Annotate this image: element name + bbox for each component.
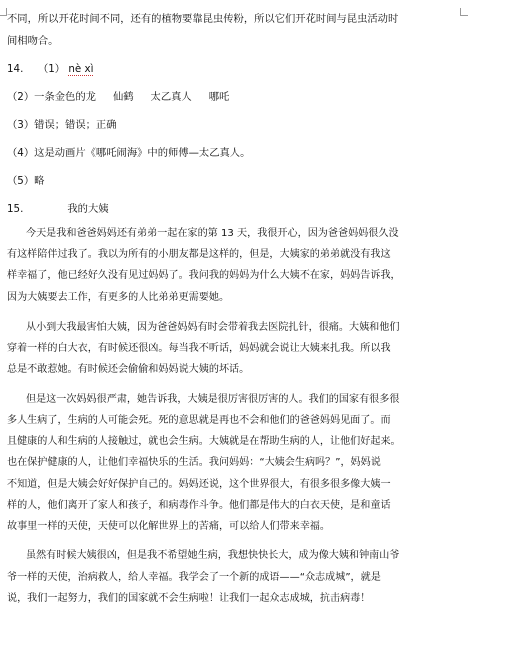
text-line: 爷一样的天使，治病救人，给人幸福。我学会了一个新的成语——“众志成城”，就是 [7, 572, 381, 583]
text-line: 虽然有时候大姨很凶，但是我不希望她生病，我想快快长大，成为像大姨和钟南山爷 [26, 550, 400, 561]
text-line: 但是这一次妈妈很严肃，她告诉我，大姨是很厉害很厉害的人。我们的国家有很多很 [26, 394, 400, 405]
text-line: 有这样陪伴过我了。我以为所有的小朋友都是这样的，但是，大姨家的弟弟就没有我这 [7, 249, 391, 260]
text-line: 不同，所以开花时间不同，还有的植物要靠昆虫传粉，所以它们开花时间与昆虫活动时 [7, 13, 399, 25]
text-line: 样的人，他们离开了家人和孩子，和病毒作斗争。他们都是伟大的白衣天使，是和童话 [7, 500, 391, 511]
text-line: （3）错误；错误；正确 [7, 119, 117, 131]
answer-text: （2）一条金色的龙 [7, 91, 96, 103]
answer-label: （1） [37, 63, 66, 75]
q15-heading [7, 202, 109, 216]
margin-corner-mark [460, 8, 468, 16]
text-line: 今天是我和爸爸妈妈还有弟弟一起在家的第 13 天，我很开心，因为爸爸妈妈很久没 [26, 228, 399, 239]
margin-corner-mark [0, 8, 7, 16]
text-line: 也在保护健康的人，让他们幸福快乐的生活。我问妈妈：“大姨会生病吗？”，妈妈说 [7, 457, 381, 468]
q14-line-2 [7, 90, 229, 104]
text-line: 从小到大我最害怕大姨，因为爸爸妈妈有时会带着我去医院扎针，很痛。大姨和他们 [26, 322, 400, 333]
text-line: （5）略 [7, 175, 45, 187]
answer-text: 太乙真人 [150, 91, 192, 103]
text-line: 多人生病了，生病的人可能会死。死的意思就是再也不会和他们的爸爸妈妈见面了。而 [7, 415, 391, 426]
question-number: 15. [7, 203, 24, 215]
text-line: 因为大姨要去工作，有更多的人比弟弟更需要她。 [7, 292, 230, 303]
text-line: 总是不敢惹她。有时候还会偷偷和妈妈说大姨的坏话。 [7, 364, 250, 375]
answer-text: 仙鹤 [112, 91, 134, 103]
text-line: 间相吻合。 [7, 35, 59, 47]
pinyin-answer: nè xì [68, 63, 94, 75]
answer-text: 哪吒 [208, 91, 230, 103]
text-line: 不知道，但是大姨会好好保护自己的。妈妈还说，这个世界很大，有很多很多像大姨一 [7, 479, 391, 490]
text-line: （4）这是动画片《哪吒闹海》中的师傅—太乙真人。 [7, 147, 251, 159]
text-line: 穿着一样的白大衣，有时候还很凶。每当我不听话，妈妈就会说让大姨来扎我。所以我 [7, 343, 391, 354]
q14-line-1 [7, 62, 93, 76]
text-line: 说，我们一起努力，我们的国家就不会生病啦！让我们一起众志成城，抗击病毒！ [7, 593, 371, 604]
text-line: 样幸福了，他已经好久没有见过妈妈了。我问我的妈妈为什么大姨不在家，妈妈告诉我， [7, 270, 401, 281]
text-line: 故事里一样的天使，天使可以化解世界上的苦痛，可以给人们带来幸福。 [7, 521, 330, 532]
question-number: 14. [7, 63, 24, 75]
text-line: 且健康的人和生病的人接触过，就也会生病。大姨就是在帮助生病的人，让他们好起来。 [7, 436, 401, 447]
essay-title: 我的大姨 [67, 203, 109, 215]
